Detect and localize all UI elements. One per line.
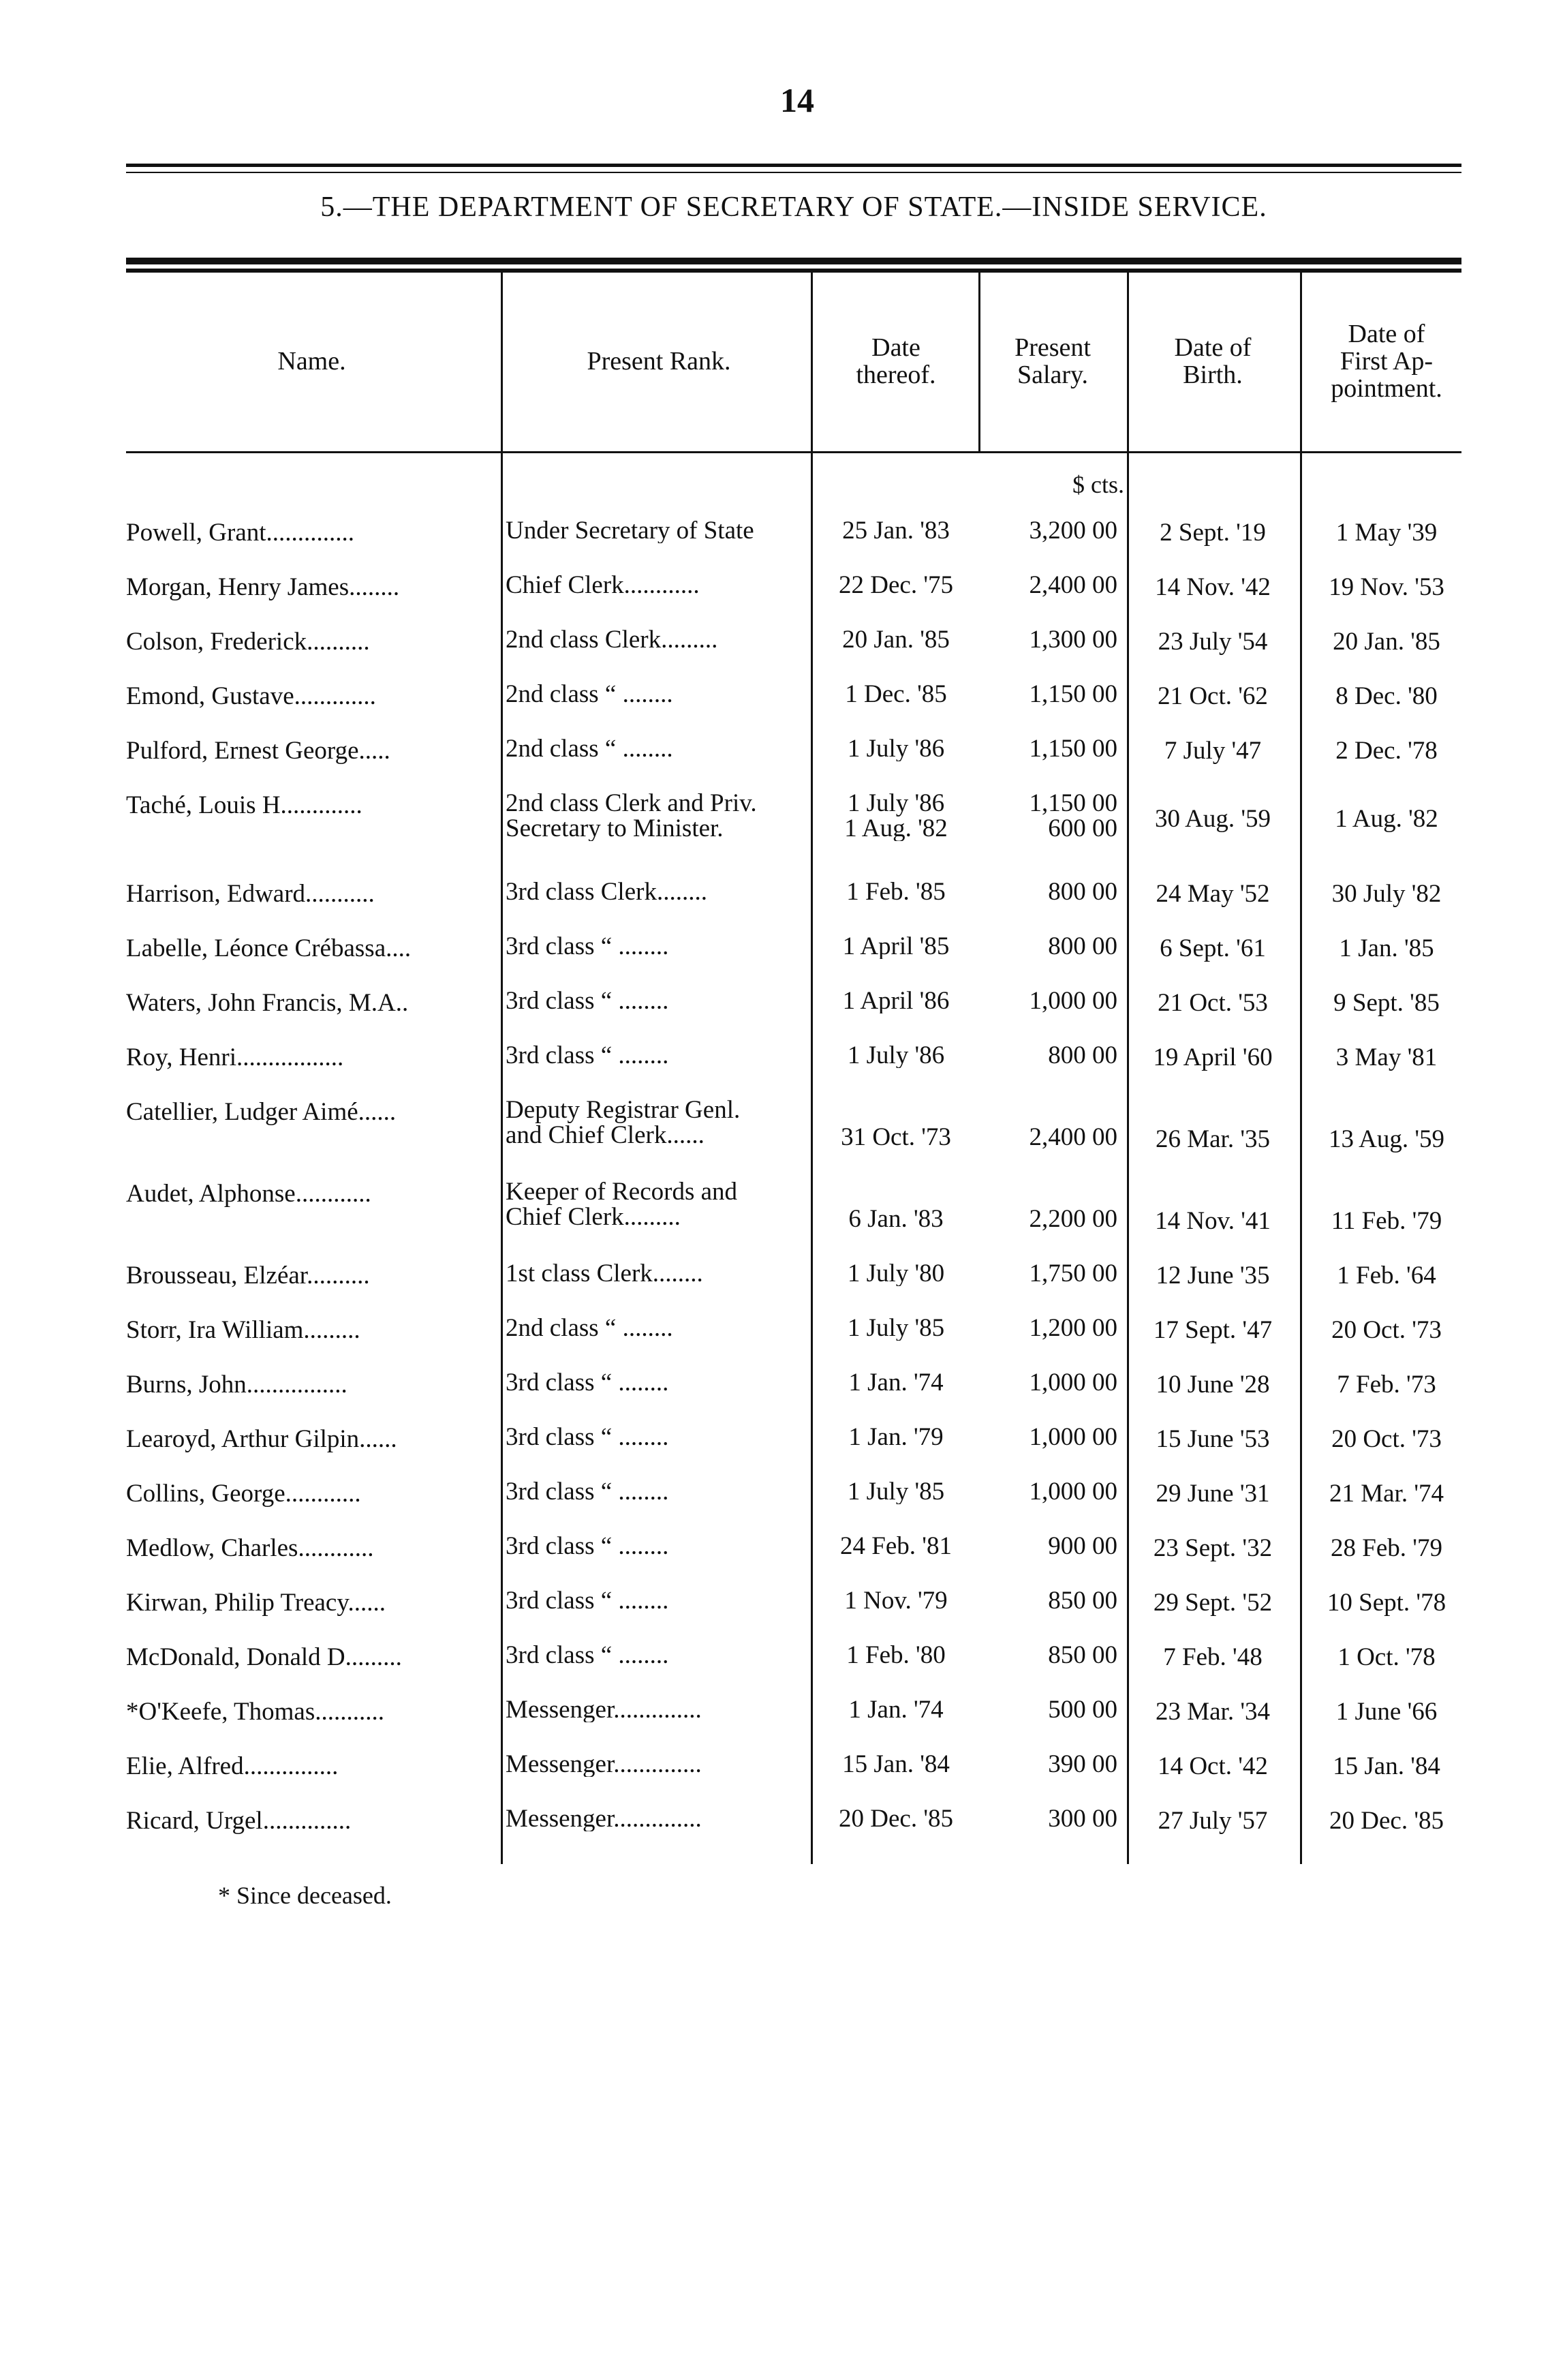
cell-birth: 10 June '28 — [1156, 1371, 1270, 1399]
cell-name: Morgan, Henry James........ — [126, 573, 400, 601]
column-header-first-appointment: Date of First Ap- pointment. — [1331, 320, 1442, 403]
column-divider — [501, 453, 503, 1864]
cell-date: 31 Oct. '73 — [841, 1125, 951, 1150]
cell-salary: 900 00 — [1048, 1534, 1117, 1559]
cell-rank: 3rd class “ ........ — [506, 934, 669, 959]
cell-rank: 2nd class Clerk......... — [506, 627, 718, 652]
cell-first-appointment: 1 Aug. '82 — [1335, 805, 1438, 833]
cell-birth: 19 April '60 — [1153, 1043, 1273, 1071]
section-title: 5.—THE DEPARTMENT OF SECRETARY OF STATE.—INSIDE SERVICE. — [320, 192, 1267, 223]
cell-salary: 2,400 00 — [1029, 1125, 1117, 1150]
cell-salary: 1,000 00 — [1029, 1370, 1117, 1395]
cell-name: Brousseau, Elzéar.......... — [126, 1262, 370, 1290]
cell-birth: 14 Oct. '42 — [1158, 1752, 1268, 1780]
cell-date: 1 Jan. '74 — [848, 1370, 944, 1395]
cell-birth: 30 Aug. '59 — [1154, 805, 1271, 833]
cell-rank: 3rd class “ ........ — [506, 1588, 669, 1613]
cell-date: 1 July '86 1 Aug. '82 — [844, 791, 948, 841]
cell-birth: 23 Sept. '32 — [1153, 1534, 1273, 1562]
cell-first-appointment: 15 Jan. '84 — [1333, 1752, 1440, 1780]
footnote: * Since deceased. — [218, 1882, 392, 1909]
cell-salary: 800 00 — [1048, 879, 1117, 904]
cell-date: 1 Jan. '79 — [848, 1424, 944, 1450]
cell-rank: 3rd class Clerk........ — [506, 879, 707, 904]
cell-salary: 1,200 00 — [1029, 1315, 1117, 1341]
cell-name: Colson, Frederick.......... — [126, 628, 370, 656]
column-header-birth: Date of Birth. — [1174, 333, 1252, 389]
cell-first-appointment: 7 Feb. '73 — [1337, 1371, 1436, 1399]
page-number: 14 — [780, 81, 814, 119]
cell-first-appointment: 20 Dec. '85 — [1329, 1807, 1444, 1835]
cell-first-appointment: 1 May '39 — [1335, 519, 1438, 547]
cell-date: 6 Jan. '83 — [848, 1206, 944, 1232]
cell-date: 25 Jan. '83 — [842, 518, 950, 543]
cell-salary: 500 00 — [1048, 1697, 1117, 1722]
cell-first-appointment: 3 May '81 — [1335, 1043, 1438, 1071]
cell-first-appointment: 1 Oct. '78 — [1337, 1643, 1436, 1671]
cell-date: 1 Feb. '85 — [846, 879, 946, 904]
cell-name: Waters, John Francis, M.A.. — [126, 989, 409, 1017]
cell-name: Learoyd, Arthur Gilpin...... — [126, 1425, 397, 1453]
cell-salary: 1,750 00 — [1029, 1261, 1117, 1286]
cell-name: Taché, Louis H............. — [126, 791, 362, 819]
cell-name: Medlow, Charles............ — [126, 1534, 374, 1562]
cell-salary: 800 00 — [1048, 1043, 1117, 1068]
cell-birth: 21 Oct. '62 — [1158, 682, 1268, 710]
cell-name: *O'Keefe, Thomas........... — [126, 1698, 384, 1726]
cell-first-appointment: 30 July '82 — [1331, 880, 1442, 908]
cell-rank: Messenger.............. — [506, 1697, 702, 1722]
cell-first-appointment: 1 Feb. '64 — [1337, 1262, 1436, 1290]
cell-date: 24 Feb. '81 — [840, 1534, 952, 1559]
cell-rank: 3rd class “ ........ — [506, 1643, 669, 1668]
cell-rank: 3rd class “ ........ — [506, 1424, 669, 1450]
cell-salary: 800 00 — [1048, 934, 1117, 959]
column-divider — [1127, 273, 1129, 451]
cell-rank: 2nd class “ ........ — [506, 1315, 673, 1341]
cell-date: 20 Dec. '85 — [839, 1806, 953, 1831]
cell-name: Collins, George............ — [126, 1480, 361, 1508]
cell-birth: 17 Sept. '47 — [1153, 1316, 1273, 1344]
cell-name: Harrison, Edward........... — [126, 880, 375, 908]
cell-rank: Chief Clerk............ — [506, 573, 700, 598]
column-divider — [501, 273, 503, 451]
cell-birth: 15 June '53 — [1156, 1425, 1270, 1453]
cell-rank: 1st class Clerk........ — [506, 1261, 703, 1286]
cell-rank: 3rd class “ ........ — [506, 1370, 669, 1395]
cell-date: 1 July '86 — [847, 736, 945, 761]
cell-first-appointment: 1 Jan. '85 — [1339, 934, 1434, 962]
cell-date: 1 July '86 — [847, 1043, 945, 1068]
top-rule — [126, 164, 1461, 167]
cell-birth: 2 Sept. '19 — [1160, 519, 1266, 547]
cell-date: 22 Dec. '75 — [839, 573, 953, 598]
cell-salary: 2,400 00 — [1029, 573, 1117, 598]
cell-salary: 1,000 00 — [1029, 1424, 1117, 1450]
header-rule-thick — [126, 258, 1461, 264]
cell-date: 1 Dec. '85 — [845, 682, 947, 707]
cell-name: Burns, John................ — [126, 1371, 347, 1399]
cell-name: Labelle, Léonce Crébassa.... — [126, 934, 412, 962]
cell-salary: 1,150 00 — [1029, 736, 1117, 761]
cell-salary: 1,000 00 — [1029, 1479, 1117, 1504]
cell-birth: 27 July '57 — [1158, 1807, 1268, 1835]
cell-name: Audet, Alphonse............ — [126, 1180, 371, 1208]
cell-first-appointment: 20 Oct. '73 — [1331, 1316, 1442, 1344]
cell-birth: 14 Nov. '42 — [1155, 573, 1271, 601]
cell-name: McDonald, Donald D......... — [126, 1643, 402, 1671]
cell-name: Ricard, Urgel.............. — [126, 1807, 352, 1835]
cell-date: 1 July '80 — [847, 1261, 945, 1286]
cell-salary: 1,150 00 600 00 — [1029, 791, 1117, 841]
cell-first-appointment: 2 Dec. '78 — [1335, 737, 1438, 765]
cell-date: 1 July '85 — [847, 1315, 945, 1341]
cell-salary: 390 00 — [1048, 1752, 1117, 1777]
cell-name: Elie, Alfred............... — [126, 1752, 339, 1780]
cell-salary: 1,000 00 — [1029, 988, 1117, 1013]
cell-name: Pulford, Ernest George..... — [126, 737, 390, 765]
cell-birth: 26 Mar. '35 — [1155, 1125, 1271, 1153]
cell-birth: 7 July '47 — [1164, 737, 1262, 765]
column-header-salary: Present Salary. — [1015, 333, 1091, 389]
cell-birth: 12 June '35 — [1156, 1262, 1270, 1290]
cell-first-appointment: 21 Mar. '74 — [1329, 1480, 1444, 1508]
cell-rank: 2nd class “ ........ — [506, 682, 673, 707]
cell-name: Kirwan, Philip Treacy...... — [126, 1589, 386, 1617]
cell-salary: 850 00 — [1048, 1643, 1117, 1668]
cell-date: 1 Feb. '80 — [846, 1643, 946, 1668]
cell-rank: 3rd class “ ........ — [506, 1479, 669, 1504]
cell-rank: Keeper of Records and Chief Clerk......... — [506, 1179, 738, 1230]
cell-date: 20 Jan. '85 — [842, 627, 950, 652]
column-header-rule — [126, 451, 1461, 453]
salary-units: $ cts. — [1072, 471, 1124, 498]
column-header-date: Date thereof. — [856, 333, 936, 389]
column-divider — [1300, 273, 1302, 451]
column-header-rank: Present Rank. — [587, 347, 731, 376]
cell-first-appointment: 1 June '66 — [1335, 1698, 1438, 1726]
cell-name: Storr, Ira William......... — [126, 1316, 360, 1344]
column-divider — [1300, 453, 1302, 1864]
cell-rank: 2nd class Clerk and Priv. Secretary to Minister. — [506, 791, 757, 841]
cell-first-appointment: 10 Sept. '78 — [1327, 1589, 1446, 1617]
cell-date: 1 Jan. '74 — [848, 1697, 944, 1722]
cell-birth: 23 Mar. '34 — [1155, 1698, 1271, 1726]
cell-name: Emond, Gustave............. — [126, 682, 376, 710]
cell-birth: 14 Nov. '41 — [1155, 1207, 1271, 1235]
cell-rank: 3rd class “ ........ — [506, 1043, 669, 1068]
cell-rank: Deputy Registrar Genl. and Chief Clerk...... — [506, 1097, 741, 1148]
cell-first-appointment: 13 Aug. '59 — [1328, 1125, 1445, 1153]
cell-date: 15 Jan. '84 — [842, 1752, 950, 1777]
cell-birth: 24 May '52 — [1156, 880, 1270, 908]
cell-first-appointment: 19 Nov. '53 — [1329, 573, 1444, 601]
cell-first-appointment: 20 Jan. '85 — [1333, 628, 1440, 656]
cell-date: 1 July '85 — [847, 1479, 945, 1504]
cell-rank: 2nd class “ ........ — [506, 736, 673, 761]
column-divider — [1127, 453, 1129, 1864]
cell-salary: 1,300 00 — [1029, 627, 1117, 652]
cell-rank: Under Secretary of State — [506, 518, 754, 543]
cell-first-appointment: 11 Feb. '79 — [1331, 1207, 1442, 1235]
cell-salary: 1,150 00 — [1029, 682, 1117, 707]
cell-salary: 3,200 00 — [1029, 518, 1117, 543]
cell-first-appointment: 9 Sept. '85 — [1333, 989, 1440, 1017]
cell-name: Catellier, Ludger Aimé...... — [126, 1098, 397, 1126]
cell-birth: 29 Sept. '52 — [1153, 1589, 1273, 1617]
column-header-name: Name. — [277, 347, 346, 376]
cell-name: Roy, Henri................. — [126, 1043, 344, 1071]
cell-first-appointment: 8 Dec. '80 — [1335, 682, 1438, 710]
cell-salary: 850 00 — [1048, 1588, 1117, 1613]
cell-date: 1 April '86 — [842, 988, 950, 1013]
column-divider — [978, 273, 980, 451]
cell-salary: 2,200 00 — [1029, 1206, 1117, 1232]
cell-first-appointment: 28 Feb. '79 — [1331, 1534, 1442, 1562]
cell-rank: 3rd class “ ........ — [506, 1534, 669, 1559]
column-divider — [811, 273, 813, 451]
cell-rank: 3rd class “ ........ — [506, 988, 669, 1013]
cell-birth: 7 Feb. '48 — [1163, 1643, 1263, 1671]
cell-first-appointment: 20 Oct. '73 — [1331, 1425, 1442, 1453]
cell-birth: 6 Sept. '61 — [1160, 934, 1266, 962]
cell-birth: 23 July '54 — [1158, 628, 1268, 656]
cell-salary: 300 00 — [1048, 1806, 1117, 1831]
cell-birth: 21 Oct. '53 — [1158, 989, 1268, 1017]
cell-rank: Messenger.............. — [506, 1752, 702, 1777]
top-rule-thin — [126, 172, 1461, 173]
cell-date: 1 April '85 — [842, 934, 950, 959]
cell-rank: Messenger.............. — [506, 1806, 702, 1831]
cell-name: Powell, Grant.............. — [126, 519, 355, 547]
cell-birth: 29 June '31 — [1156, 1480, 1270, 1508]
cell-date: 1 Nov. '79 — [844, 1588, 948, 1613]
